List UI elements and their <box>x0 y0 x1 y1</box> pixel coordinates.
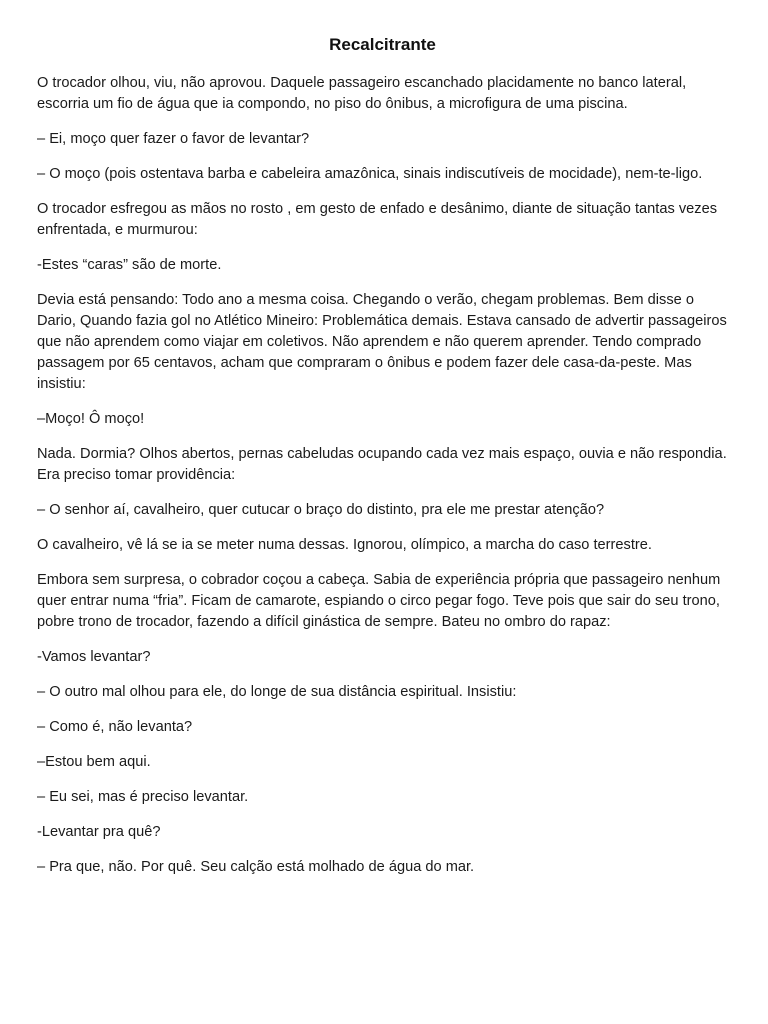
document-body <box>37 73 728 878</box>
paragraph: O cavalheiro, vê lá se ia se meter numa dessas. Ignorou, olímpico, a marcha do caso terrestre. <box>37 537 652 553</box>
paragraph: –Estou bem aqui. <box>37 754 151 770</box>
paragraph: O trocador olhou, viu, não aprovou. Daquele passageiro escanchado placidamente no banco lateral, escorria um fio de água que ia compondo, no piso do ônibus, a microfigura de uma piscina. <box>37 75 687 112</box>
paragraph: -Levantar pra quê? <box>37 824 161 840</box>
paragraph: O trocador esfregou as mãos no rosto , em gesto de enfado e desânimo, diante de situação tantas vezes enfrentada, e murmurou: <box>37 201 718 238</box>
paragraph: -Estes “caras” são de morte. <box>37 257 222 273</box>
paragraph: –Moço! Ô moço! <box>37 411 145 427</box>
paragraph: – O outro mal olhou para ele, do longe de sua distância espiritual. Insistiu: <box>37 684 517 700</box>
paragraph: – Pra que, não. Por quê. Seu calção está molhado de água do mar. <box>37 859 475 875</box>
paragraph: – Eu sei, mas é preciso levantar. <box>37 789 249 805</box>
document-title: Recalcitrante <box>329 35 436 54</box>
paragraph: Embora sem surpresa, o cobrador coçou a cabeça. Sabia de experiência própria que passageiro nenhum quer entrar numa “fria”. Ficam de camarote, espiando o circo pegar fogo. Teve pois que sair do seu trono, pobre trono de trocador, fazendo a difícil ginástica de sempre. Bateu no ombro do rapaz: <box>37 572 721 630</box>
paragraph: – O senhor aí, cavalheiro, quer cutucar o braço do distinto, pra ele me prestar atenção? <box>37 502 605 518</box>
paragraph: Devia está pensando: Todo ano a mesma coisa. Chegando o verão, chegam problemas. Bem disse o Dario, Quando fazia gol no Atlético Mineiro: Problemática demais. Estava cansado de advertir passageiros que não aprendem como viajar em coletivos. Não aprendem e não querem aprender. Tendo comprado passagem por 65 centavos, acham que compraram o ônibus e podem fazer dele casa-da-peste. Mas insistiu: <box>37 292 727 392</box>
paragraph: – O moço (pois ostentava barba e cabeleira amazônica, sinais indiscutíveis de mocidade), nem-te-ligo. <box>37 166 703 182</box>
paragraph: -Vamos levantar? <box>37 649 151 665</box>
paragraph: – Ei, moço quer fazer o favor de levantar? <box>37 131 310 147</box>
paragraph: Nada. Dormia? Olhos abertos, pernas cabeludas ocupando cada vez mais espaço, ouvia e não respondia. Era preciso tomar providência: <box>37 446 727 483</box>
paragraph: – Como é, não levanta? <box>37 719 193 735</box>
